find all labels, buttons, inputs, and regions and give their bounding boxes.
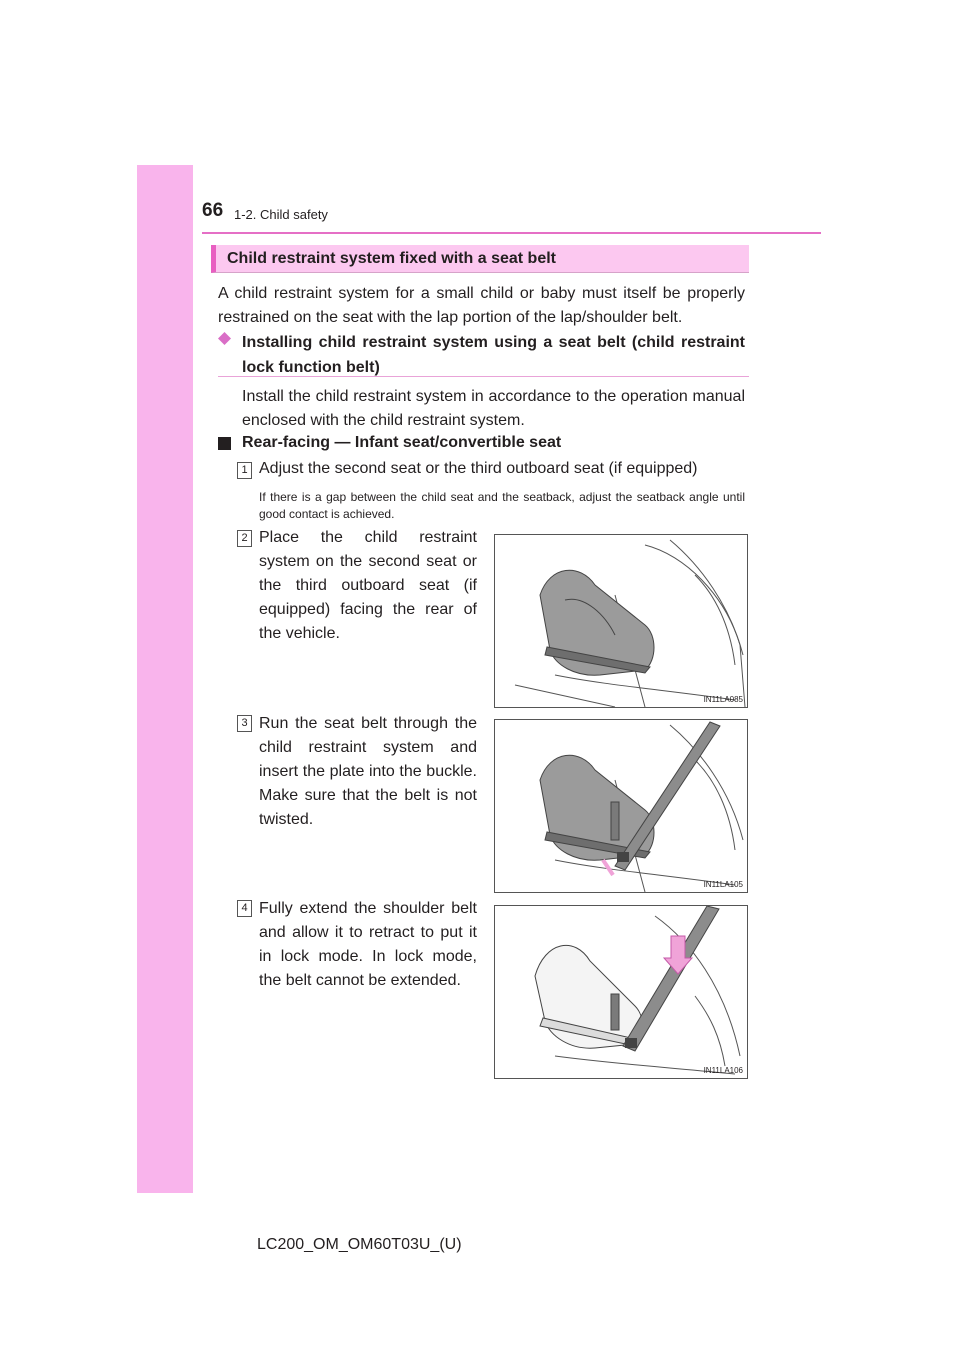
subsection-divider: [218, 376, 749, 377]
header-divider: [202, 232, 821, 234]
figure-extend-shoulder-belt: [494, 905, 748, 1079]
step-2-text: Place the child restraint system on the second seat or the third outboard seat (if equipped) facing the rear of the vehicle.: [259, 529, 477, 642]
step-number-3: 3: [237, 715, 252, 732]
subsection-heading: Installing child restraint system using a seat belt (child restraint lock function belt): [242, 334, 745, 376]
lock-mode-illustration: [495, 906, 747, 1078]
page-sidebar-band: [137, 165, 193, 1193]
step-1-note: If there is a gap between the child seat and the seatback, adjust the seatback angle until good contact is achieved.: [259, 490, 745, 521]
seat-illustration: [495, 535, 747, 707]
step-1-text: Adjust the second seat or the third outboard seat (if equipped): [259, 460, 698, 477]
belt-illustration: [495, 720, 747, 892]
step-number-2: 2: [237, 530, 252, 547]
step-4-text: Fully extend the shoulder belt and allow it to retract to put it in lock mode. In lock mode, the belt cannot be extended.: [259, 900, 477, 989]
diamond-bullet-icon: [218, 332, 231, 345]
condition-heading: Rear-facing — Infant seat/convertible seat: [242, 434, 562, 451]
figure-id: IN11LA105: [703, 880, 743, 889]
figure-rear-facing-seat-placed: [494, 534, 748, 708]
step-number-1: 1: [237, 462, 252, 479]
page-number: 66: [202, 200, 224, 221]
section-heading-box: [211, 245, 749, 273]
step-number-4: 4: [237, 900, 252, 917]
section-heading: Child restraint system fixed with a seat belt: [227, 250, 556, 267]
step-3-text: Run the seat belt through the child restraint system and insert the plate into the buckle. Make sure that the belt is not twisted.: [259, 715, 477, 828]
square-bullet-icon: [218, 437, 231, 450]
install-paragraph: Install the child restraint system in accordance to the operation manual enclosed with the child restraint system.: [242, 388, 745, 429]
chapter-section-label: 1-2. Child safety: [234, 207, 328, 222]
figure-id: IN11LA106: [703, 1066, 743, 1075]
intro-paragraph: A child restraint system for a small child or baby must itself be properly restrained on the seat with the lap portion of the lap/shoulder belt.: [218, 285, 745, 326]
figure-belt-through-seat: [494, 719, 748, 893]
figure-id: IN11LA085: [703, 695, 743, 704]
document-footer-code: LC200_OM_OM60T03U_(U): [257, 1236, 462, 1253]
